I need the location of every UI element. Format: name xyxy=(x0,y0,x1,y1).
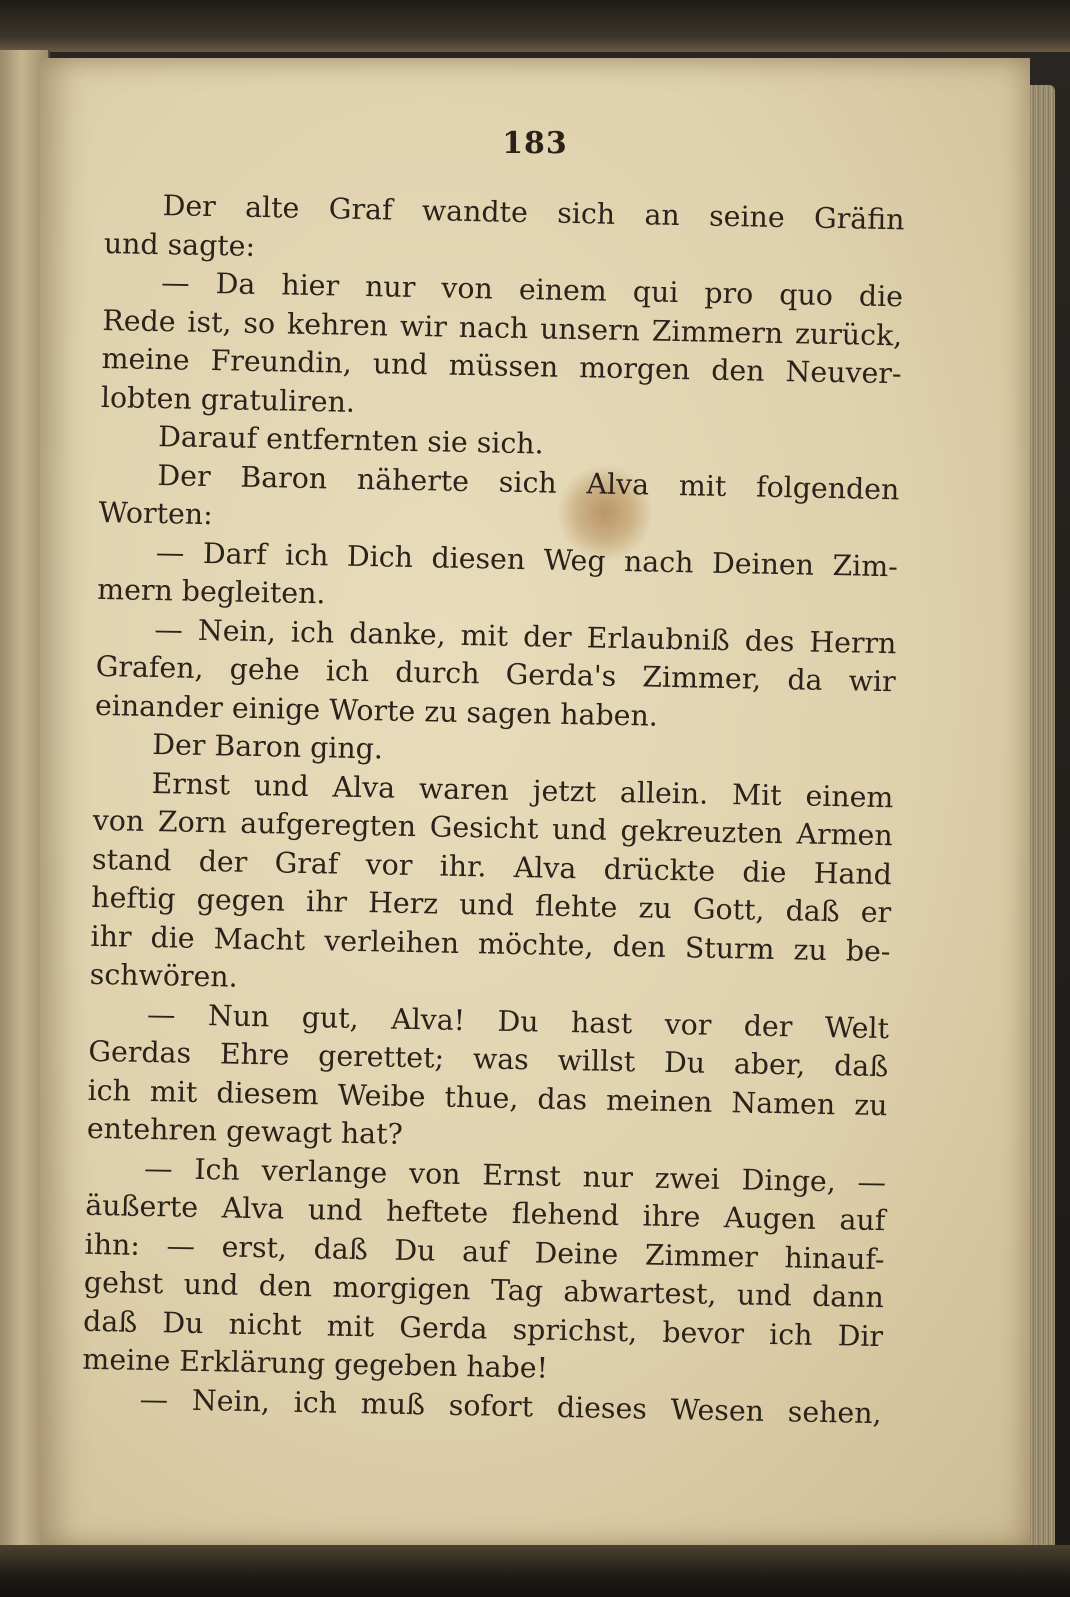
page-number: 183 xyxy=(502,126,568,161)
text-line: Ernst und Alva waren jetzt allein. Mit einem xyxy=(151,766,894,814)
text-line: meine Freundin, und müssen morgen den Neuver- xyxy=(101,341,902,391)
page-body-text xyxy=(81,186,905,1433)
text-line: Der alte Graf wandte sich an seine Gräfin xyxy=(162,189,905,237)
text-line: — Nun gut, Alva! Du hast vor der Welt xyxy=(146,997,890,1045)
text-line: schwören. xyxy=(89,957,238,994)
text-line: äußerte Alva und heftete flehend ihre Augen auf xyxy=(85,1188,886,1238)
book-top-edge xyxy=(0,0,1070,52)
text-line: ihr die Macht verleihen möchte, den Sturm zu be- xyxy=(90,919,891,968)
text-line: Rede ist, so kehren wir nach unsern Zimmern zurück, xyxy=(102,303,903,352)
text-line: — Ich verlange von Ernst nur zwei Dinge, — xyxy=(143,1151,887,1199)
text-line: — Da hier nur von einem qui pro quo die xyxy=(160,266,904,314)
text-line: stand der Graf vor ihr. Alva drückte die Hand xyxy=(91,842,893,891)
text-line: meine Erklärung gegeben habe! xyxy=(82,1342,549,1385)
text-line: von Zorn aufgeregten Gesicht und gekreuzten Armen xyxy=(92,803,893,853)
text-line: — Nein, ich muß sofort dieses Wesen sehen, xyxy=(139,1382,882,1430)
text-line: Gerdas Ehre gerettet; was willst Du aber, daß xyxy=(88,1034,889,1084)
text-line: ich mit diesem Weibe thue, das meinen Namen zu xyxy=(87,1073,888,1122)
text-line: ihn: — erst, daß Du auf Deine Zimmer hinauf- xyxy=(84,1227,885,1276)
book-bottom-edge xyxy=(0,1545,1070,1597)
text-line: entehren gewagt hat? xyxy=(86,1111,404,1151)
text-line: daß Du nicht mit Gerda sprichst, bevor ich Dir xyxy=(82,1304,884,1353)
text-line: — Nein, ich danke, mit der Erlaubniß des Herrn xyxy=(154,612,897,660)
text-line: gehst und den morgigen Tag abwartest, und dann xyxy=(83,1265,885,1315)
text-line: lobten gratuliren. xyxy=(100,380,356,419)
text-line: mern begleiten. xyxy=(96,572,326,611)
text-line: heftig gegen ihr Herz und flehte zu Gott, daß er xyxy=(91,880,892,930)
text-line: Der Baron ging. xyxy=(151,728,384,766)
book-page xyxy=(40,58,1030,1548)
text-line: Worten: xyxy=(98,495,214,532)
text-line: einander einige Worte zu sagen haben. xyxy=(94,688,659,733)
text-line: Darauf entfernten sie sich. xyxy=(157,420,544,461)
text-line: — Darf ich Dich diesen Weg nach Deinen Zim- xyxy=(155,535,899,583)
text-line: Grafen, gehe ich durch Gerda's Zimmer, da wir xyxy=(95,649,896,699)
text-line: und sagte: xyxy=(103,226,256,263)
text-line: Der Baron näherte sich Alva mit folgenden xyxy=(157,458,900,506)
